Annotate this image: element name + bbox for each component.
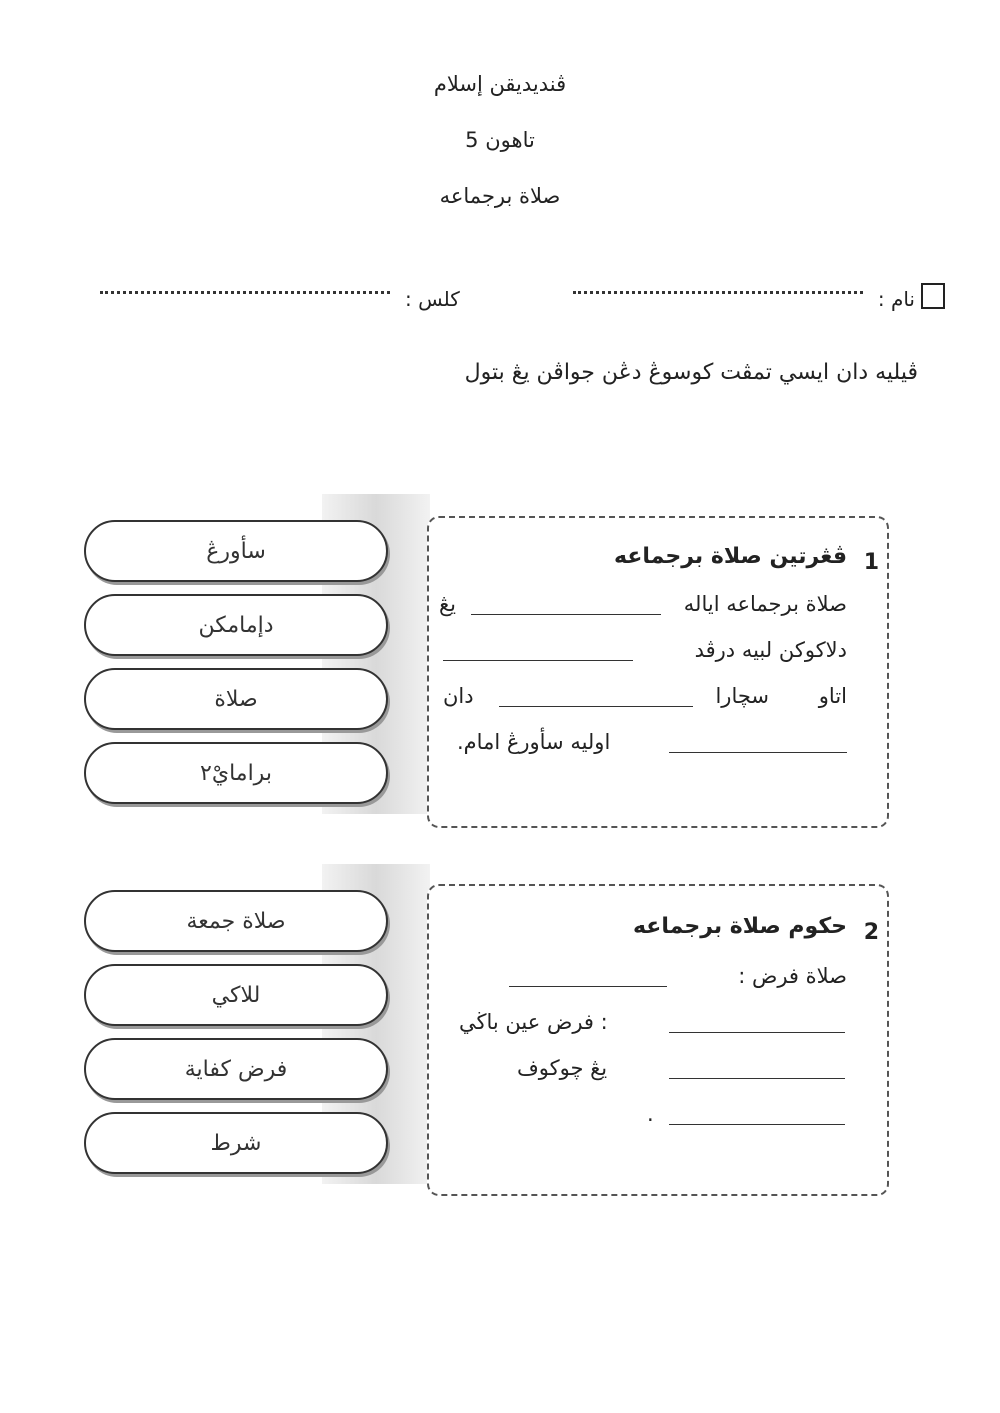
s1-line3-blank[interactable]: [499, 706, 693, 707]
name-label: نام :: [877, 287, 915, 311]
s2-line2-blank[interactable]: [669, 1032, 845, 1033]
s1-line3-text: اتاو: [818, 684, 847, 708]
s2-line4-text: .: [647, 1102, 654, 1126]
class-field[interactable]: [100, 291, 390, 294]
s1-line3-tail: دان: [443, 684, 474, 708]
question-number-1: 1: [863, 550, 879, 575]
word-option-1-4[interactable]: برامايْ٢: [84, 742, 388, 804]
word-option-1-3[interactable]: صلاة: [84, 668, 388, 730]
word-option-2-2[interactable]: للاكي: [84, 964, 388, 1026]
word-option-1-2[interactable]: دإمامكن: [84, 594, 388, 656]
grade-title: تاهون 5: [465, 128, 535, 152]
s2-line3-text: يڠ چوكوف: [517, 1056, 608, 1080]
s1-line2-text: دلاكوكن لبيه درڤد: [694, 638, 847, 662]
question-panel-1: [427, 516, 889, 828]
question-panel-2: [427, 884, 889, 1196]
s2-line1-blank[interactable]: [509, 986, 667, 987]
word-option-2-1[interactable]: صلاة جمعة: [84, 890, 388, 952]
s1-line3-middle: سچارا: [715, 684, 769, 708]
question-number-2: 2: [863, 920, 879, 945]
s1-line1-tail: يڠ: [439, 592, 457, 616]
name-field[interactable]: [573, 291, 863, 294]
s1-line2-blank[interactable]: [443, 660, 633, 661]
s2-line2-text: : فرض عين باڬي: [459, 1010, 608, 1034]
s1-line1-blank[interactable]: [471, 614, 661, 615]
s1-line4-blank[interactable]: [669, 752, 847, 753]
word-option-1-1[interactable]: سأورڠ: [84, 520, 388, 582]
student-info-row: [95, 283, 955, 323]
checkbox[interactable]: [921, 283, 945, 309]
s2-line4-blank[interactable]: [669, 1124, 845, 1125]
word-option-2-3[interactable]: فرض كفاية: [84, 1038, 388, 1100]
s1-line4-text: اوليه سأورڠ امام.: [457, 730, 611, 754]
topic-title: صلاة برجماعه: [439, 184, 561, 208]
s2-line3-blank[interactable]: [669, 1078, 845, 1079]
instruction-text: ڤيليه دان ايسي تمڤت كوسوڠ دڠن جواڤن يڠ بتول: [464, 360, 918, 385]
class-label: كلس :: [405, 287, 460, 311]
word-option-2-4[interactable]: شرط: [84, 1112, 388, 1174]
subject-title: ڤنديديقن إسلام: [433, 72, 567, 96]
s1-line1-text: صلاة برجماعه اياله: [683, 592, 847, 616]
question-title-2: حكوم صلاة برجماعه: [632, 914, 847, 939]
question-title-1: ڤڠرتين صلاة برجماعه: [614, 544, 847, 569]
s2-line1-text: صلاة فرض :: [738, 964, 847, 988]
